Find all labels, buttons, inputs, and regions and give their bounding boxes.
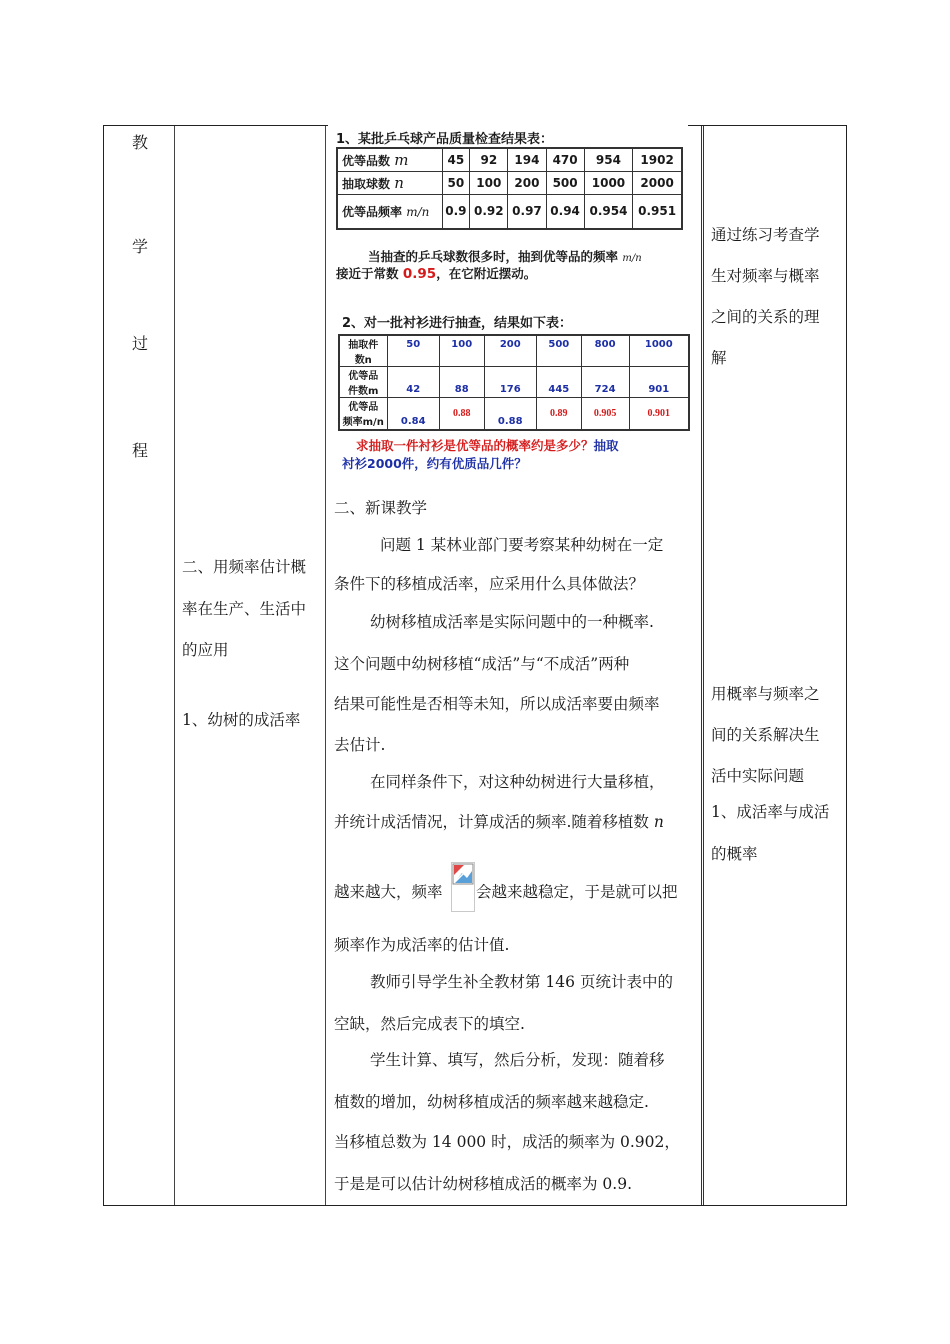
table-row	[339, 398, 689, 430]
table2-cell: 800	[581, 335, 629, 367]
table1-cell: 92	[470, 148, 508, 172]
table2-label-freq: 优等品 频率m/n	[339, 398, 387, 430]
table1-cell: 0.97	[508, 195, 546, 229]
col2-line-1: 二、用频率估计概	[182, 558, 307, 576]
table-row	[337, 172, 682, 195]
col2-line-4: 1、幼树的成活率	[182, 711, 301, 729]
table1-cell: 0.9	[442, 195, 470, 229]
table2-cell: 50	[387, 335, 439, 367]
table2-cell: 724	[581, 367, 629, 398]
table2-cell: 88	[439, 367, 484, 398]
col4-line: 解	[711, 349, 727, 367]
main-line: 植数的增加，幼树移植成活的频率越来越稳定.	[334, 1093, 649, 1111]
col2-line-3: 的应用	[182, 641, 229, 659]
table1-label-good: 优等品数 m	[337, 148, 442, 172]
main-line: 会越来越稳定，于是就可以把	[476, 883, 678, 901]
table2-label-m: 优等品 件数m	[339, 367, 387, 398]
col4-line: 通过练习考查学	[711, 226, 820, 244]
table2-label-n: 抽取件 数n	[339, 335, 387, 367]
table2-question-1: 求抽取一件衬衫是优等品的概率约是多少？抽取	[356, 438, 619, 453]
col4-line: 活中实际问题	[711, 767, 805, 785]
table1-note-1: 当抽查的乒乓球数很多时，抽到优等品的频率 m/n	[368, 249, 642, 264]
main-line: 频率作为成活率的估计值.	[334, 936, 510, 954]
main-line: 幼树移植成活率是实际问题中的一种概率.	[370, 613, 654, 631]
table1-cell: 45	[442, 148, 470, 172]
main-line: 去估计.	[334, 736, 386, 754]
table1-cell: 954	[584, 148, 633, 172]
table2-cell: 0.84	[387, 398, 439, 430]
table2-cell: 1000	[629, 335, 689, 367]
table1-cell: 470	[546, 148, 584, 172]
table2-cell: 100	[439, 335, 484, 367]
main-line: 空缺，然后完成表下的填空.	[334, 1015, 525, 1033]
table1-title: 1、某批乒乓球产品质量检查结果表：	[336, 132, 554, 147]
table1	[336, 147, 683, 230]
table1-cell: 50	[442, 172, 470, 195]
section-heading: 二、新课教学	[334, 499, 428, 517]
stage-char-4: 程	[131, 441, 148, 460]
table2-question-2: 衬衫2000件，约有优质品几件？	[342, 456, 527, 471]
col4-line: 间的关系解决生	[711, 726, 820, 744]
table2-title: 2、对一批衬衫进行抽查，结果如下表：	[342, 316, 573, 331]
table1-label-total: 抽取球数 n	[337, 172, 442, 195]
stage-char-3: 过	[131, 334, 148, 353]
column-divider-2	[325, 126, 326, 1205]
stage-char-2: 学	[131, 237, 148, 256]
table1-cell: 0.92	[470, 195, 508, 229]
table-row	[337, 148, 682, 172]
table1-cell: 2000	[633, 172, 682, 195]
main-line: 这个问题中幼树移植“成活”与“不成活”两种	[334, 655, 630, 673]
main-line: 结果可能性是否相等未知，所以成活率要由频率	[334, 695, 660, 713]
col4-line: 生对频率与概率	[711, 267, 820, 285]
main-line: 问题 1 某林业部门要考察某种幼树在一定	[380, 536, 664, 554]
table1-cell: 200	[508, 172, 546, 195]
table-row	[339, 335, 689, 367]
table1-cell: 1000	[584, 172, 633, 195]
main-line: 学生计算、填写，然后分析，发现：随着移	[370, 1051, 665, 1069]
main-line: 条件下的移植成活率，应采用什么具体做法？	[334, 575, 645, 593]
table2-cell: 42	[387, 367, 439, 398]
column-divider-3	[701, 126, 704, 1205]
table2	[338, 334, 690, 431]
table2-cell: 0.89	[536, 398, 581, 430]
broken-image-icon	[452, 863, 474, 885]
col4-line: 之间的关系的理	[711, 308, 820, 326]
table2-cell: 0.905	[581, 398, 629, 430]
table1-label-freq: 优等品频率 m/n	[337, 195, 442, 229]
table2-cell: 0.901	[629, 398, 689, 430]
table2-cell: 200	[484, 335, 536, 367]
col4-line: 用概率与频率之	[711, 685, 820, 703]
table2-cell: 176	[484, 367, 536, 398]
table2-cell: 901	[629, 367, 689, 398]
main-line: 当移植总数为 14 000 时，成活的频率为 0.902，	[334, 1133, 680, 1151]
table2-cell: 0.88	[484, 398, 536, 430]
embedded-table-image	[328, 124, 688, 474]
table1-cell: 0.954	[584, 195, 633, 229]
col4-line: 的概率	[711, 845, 758, 863]
main-line: 于是是可以估计幼树移植成活的概率为 0.9.	[334, 1175, 633, 1193]
table1-cell: 500	[546, 172, 584, 195]
table1-note-2: 接近于常数 0.95，在它附近摆动。	[336, 266, 537, 282]
table1-cell: 194	[508, 148, 546, 172]
frequency-formula-image	[451, 862, 475, 912]
table2-cell: 0.88	[439, 398, 484, 430]
main-line: 越来越大，频率	[334, 883, 443, 901]
table-row	[337, 195, 682, 229]
table1-cell: 0.94	[546, 195, 584, 229]
table1-cell: 0.951	[633, 195, 682, 229]
col2-line-2: 率在生产、生活中	[182, 600, 307, 618]
table-row	[339, 367, 689, 398]
col4-line: 1、成活率与成活	[711, 803, 830, 821]
column-divider-1	[174, 126, 175, 1205]
main-line: 在同样条件下，对这种幼树进行大量移植，	[370, 773, 665, 791]
main-line: 并统计成活情况，计算成活的频率.随着移植数 n	[334, 813, 664, 831]
table2-cell: 445	[536, 367, 581, 398]
stage-char-1: 教	[131, 133, 148, 152]
table2-cell: 500	[536, 335, 581, 367]
table1-cell: 1902	[633, 148, 682, 172]
main-line: 教师引导学生补全教材第 146 页统计表中的	[370, 973, 673, 991]
table1-cell: 100	[470, 172, 508, 195]
